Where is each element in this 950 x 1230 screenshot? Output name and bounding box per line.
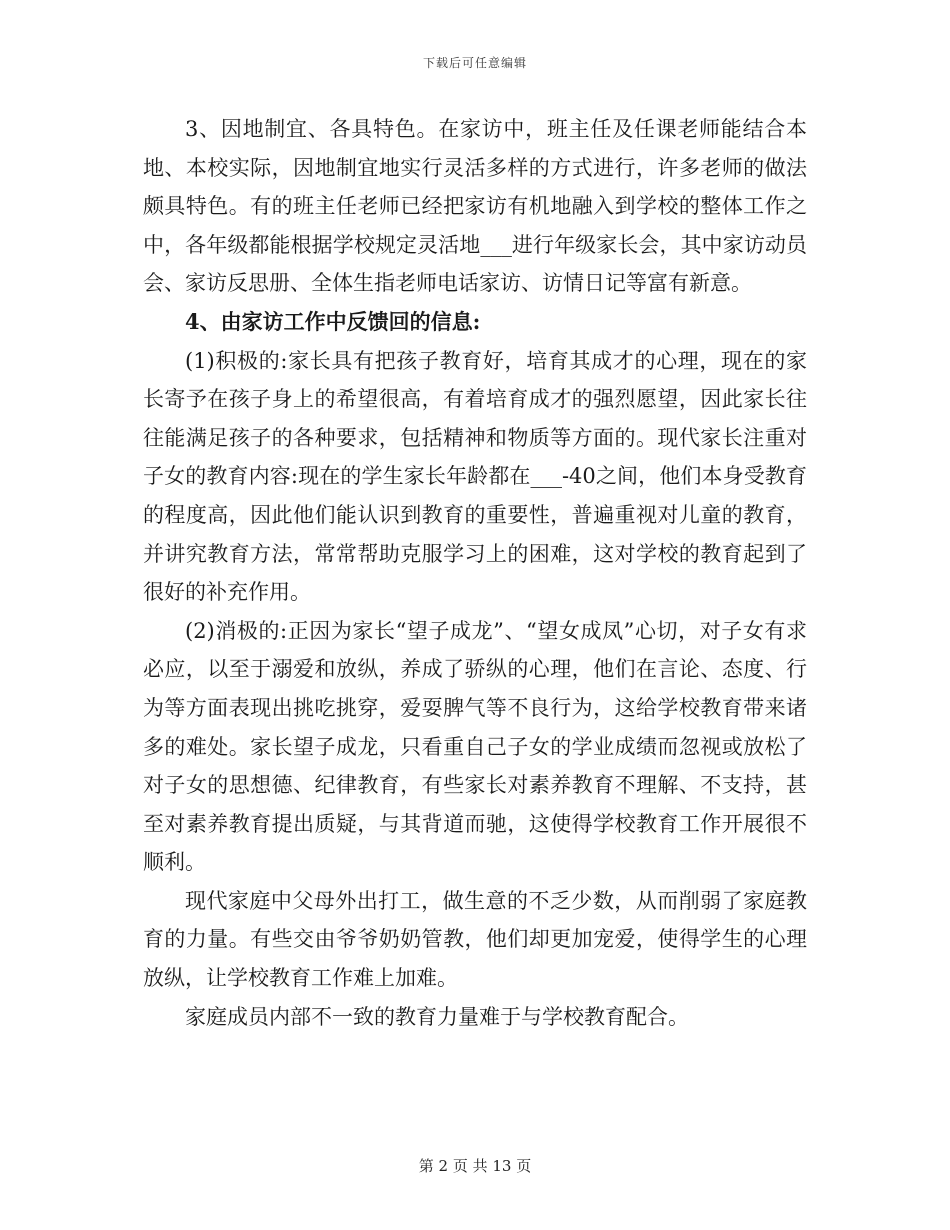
paragraph-positive: (1)积极的:家长具有把孩子教育好，培育其成才的心理，现在的家长寄予在孩子身上的希望很高，有着培育成才的强烈愿望，因此家长往往能满足孩子的各种要求，包括精神和物质等方面的。现代家长注重对子女的教育内容:现在的学生家长年龄都在___-40之间，他们本身受教育的程度高，因此他们能认识到教育的重要性，普遍重视对儿童的教育，并讲究教育方法，常常帮助克服学习上的困难，这对学校的教育起到了很好的补充作用。 bbox=[143, 348, 807, 605]
page-number: 第 2 页 共 13 页 bbox=[418, 1157, 532, 1175]
paragraph-adapt-local: 3、因地制宜、各具特色。在家访中，班主任及任课老师能结合本地、本校实际，因地制宜地实行灵活多样的方式进行，许多老师的做法颇具特色。有的班主任老师已经把家访有机地融入到学校的整体工作之中，各年级都能根据学校规定灵活地___进行年级家长会，其中家访动员会、家访反思册、全体生指老师电话家访、访情日记等富有新意。 bbox=[143, 117, 807, 296]
paragraph-parents-away: 现代家庭中父母外出打工，做生意的不乏少数，从而削弱了家庭教育的力量。有些交由爷爷奶奶管教，他们却更加宠爱，使得学生的心理放纵，让学校教育工作难上加难。 bbox=[143, 888, 807, 991]
document-body bbox=[143, 110, 807, 1036]
page-header-note: 下载后可任意编辑 bbox=[422, 56, 527, 70]
paragraph-family-inconsistency: 家庭成员内部不一致的教育力量难于与学校教育配合。 bbox=[185, 1004, 689, 1029]
section-heading-feedback: 4、由家访工作中反馈回的信息: bbox=[185, 308, 481, 334]
paragraph-negative: (2)消极的:正因为家长“望子成龙”、“望女成凤”心切，对子女有求必应，以至于溺爱和放纵，养成了骄纵的心理，他们在言论、态度、行为等方面表现出挑吃挑穿，爱耍脾气等不良行为，这给学校教育带来诸多的难处。家长望子成龙，只看重自己子女的学业成绩而忽视或放松了对子女的思想德、纪律教育，有些家长对素养教育不理解、不支持，甚至对素养教育提出质疑，与其背道而驰，这使得学校教育工作开展很不顺利。 bbox=[143, 618, 807, 875]
